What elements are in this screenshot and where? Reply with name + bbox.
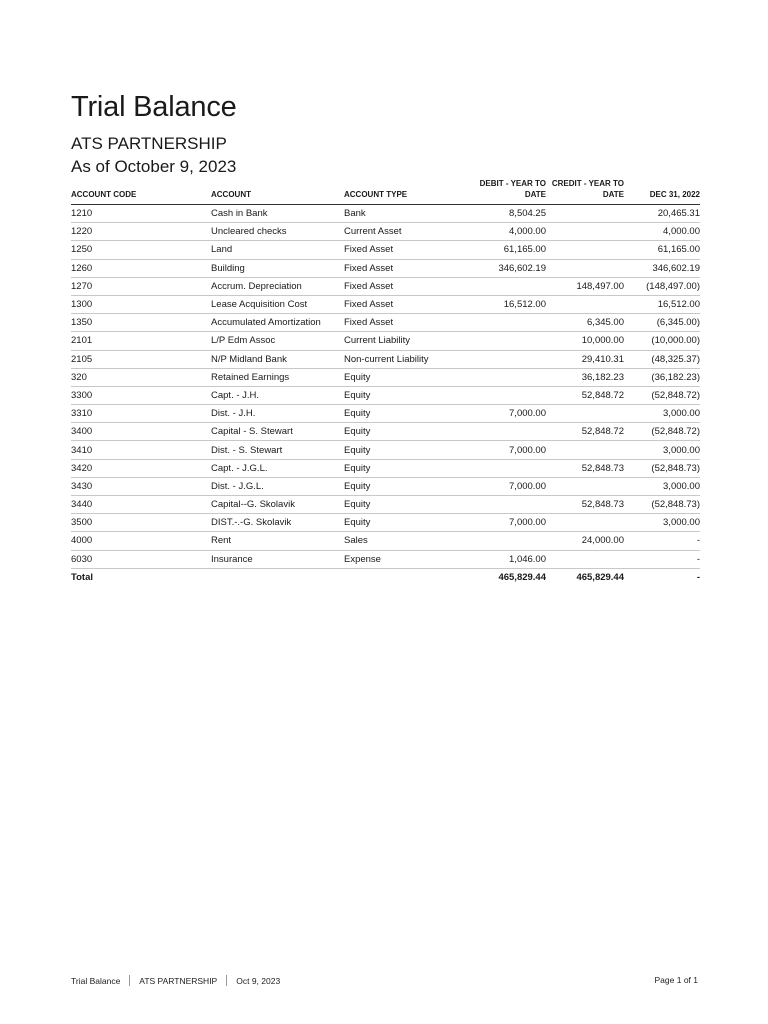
footer-date: Oct 9, 2023	[236, 975, 281, 986]
table-row	[71, 386, 700, 404]
cell-account: Uncleared checks	[211, 223, 344, 241]
cell-dec-2022: 16,512.00	[624, 295, 700, 313]
cell-account: Insurance	[211, 550, 344, 568]
cell-account-type: Fixed Asset	[344, 314, 474, 332]
cell-credit	[546, 259, 624, 277]
cell-dec-2022: -	[624, 550, 700, 568]
table-row	[71, 405, 700, 423]
cell-debit	[474, 314, 546, 332]
cell-account-code: 320	[71, 368, 211, 386]
cell-debit: 7,000.00	[474, 514, 546, 532]
cell-debit	[474, 350, 546, 368]
cell-account-code: 2101	[71, 332, 211, 350]
cell-dec-2022: (6,345.00)	[624, 314, 700, 332]
cell-account: Lease Acquisition Cost	[211, 295, 344, 313]
cell-account-type: Equity	[344, 368, 474, 386]
cell-account-code: 2105	[71, 350, 211, 368]
table-row	[71, 205, 700, 223]
cell-credit	[546, 550, 624, 568]
footer-report-name: Trial Balance	[71, 975, 121, 986]
cell-dec-2022: (52,848.73)	[624, 496, 700, 514]
cell-dec-2022: (148,497.00)	[624, 277, 700, 295]
header-account-type: ACCOUNT TYPE	[344, 178, 474, 205]
cell-account-type: Fixed Asset	[344, 277, 474, 295]
cell-dec-2022: 3,000.00	[624, 405, 700, 423]
cell-debit	[474, 386, 546, 404]
cell-account-type: Current Asset	[344, 223, 474, 241]
table-row	[71, 514, 700, 532]
cell-account-type: Expense	[344, 550, 474, 568]
cell-dec-2022: (52,848.72)	[624, 423, 700, 441]
cell-account: Dist. - J.G.L.	[211, 477, 344, 495]
cell-credit: 52,848.73	[546, 459, 624, 477]
cell-debit	[474, 532, 546, 550]
cell-account-type: Equity	[344, 514, 474, 532]
cell-credit	[546, 205, 624, 223]
cell-account-code: 6030	[71, 550, 211, 568]
cell-account-code: 3430	[71, 477, 211, 495]
cell-account: Land	[211, 241, 344, 259]
cell-dec-2022: (52,848.73)	[624, 459, 700, 477]
table-header-row	[71, 178, 700, 205]
cell-dec-2022: (52,848.72)	[624, 386, 700, 404]
table-row	[71, 496, 700, 514]
cell-account-code: 3410	[71, 441, 211, 459]
cell-account-type: Sales	[344, 532, 474, 550]
cell-account-type: Fixed Asset	[344, 259, 474, 277]
header-account-code: ACCOUNT CODE	[71, 178, 211, 205]
cell-dec-2022: 3,000.00	[624, 441, 700, 459]
cell-debit: 7,000.00	[474, 477, 546, 495]
table-row	[71, 423, 700, 441]
cell-credit	[546, 441, 624, 459]
table-row	[71, 295, 700, 313]
cell-debit: 7,000.00	[474, 441, 546, 459]
cell-account: Dist. - S. Stewart	[211, 441, 344, 459]
table-row	[71, 259, 700, 277]
header-account: ACCOUNT	[211, 178, 344, 205]
cell-account: Cash in Bank	[211, 205, 344, 223]
cell-account-code: 1210	[71, 205, 211, 223]
cell-account-type: Equity	[344, 441, 474, 459]
cell-account-code: 1350	[71, 314, 211, 332]
table-row	[71, 241, 700, 259]
cell-dec-2022: (36,182.23)	[624, 368, 700, 386]
trial-balance-table	[71, 178, 700, 586]
cell-account: Accumulated Amortization	[211, 314, 344, 332]
cell-debit	[474, 368, 546, 386]
cell-dec-2022: (10,000.00)	[624, 332, 700, 350]
header-credit: CREDIT - YEAR TO DATE	[546, 178, 624, 205]
cell-dec-2022: (48,325.37)	[624, 350, 700, 368]
cell-account-code: 1270	[71, 277, 211, 295]
table-row	[71, 441, 700, 459]
cell-account: L/P Edm Assoc	[211, 332, 344, 350]
cell-debit	[474, 332, 546, 350]
cell-account: Capt. - J.H.	[211, 386, 344, 404]
cell-account-code: 3400	[71, 423, 211, 441]
cell-account-code: 1220	[71, 223, 211, 241]
cell-account-type: Equity	[344, 477, 474, 495]
cell-debit: 8,504.25	[474, 205, 546, 223]
cell-debit: 7,000.00	[474, 405, 546, 423]
report-title: Trial Balance	[71, 91, 237, 123]
cell-account: Accrum. Depreciation	[211, 277, 344, 295]
cell-account-type: Equity	[344, 496, 474, 514]
header-debit: DEBIT - YEAR TO DATE	[474, 178, 546, 205]
cell-dec-2022: 4,000.00	[624, 223, 700, 241]
cell-account-code: 1300	[71, 295, 211, 313]
cell-account-code: 3310	[71, 405, 211, 423]
table-row	[71, 314, 700, 332]
cell-account-type: Current Liability	[344, 332, 474, 350]
cell-credit: 10,000.00	[546, 332, 624, 350]
cell-account: Dist. - J.H.	[211, 405, 344, 423]
cell-account: Capt. - J.G.L.	[211, 459, 344, 477]
cell-account: N/P Midland Bank	[211, 350, 344, 368]
cell-credit: 148,497.00	[546, 277, 624, 295]
cell-dec-2022: -	[624, 532, 700, 550]
cell-account-code: 1260	[71, 259, 211, 277]
cell-account-code: 4000	[71, 532, 211, 550]
cell-dec-2022: 346,602.19	[624, 259, 700, 277]
footer-company: ATS PARTNERSHIP	[139, 975, 218, 986]
cell-account-type: Bank	[344, 205, 474, 223]
total-row	[71, 568, 700, 586]
cell-dec-2022: 3,000.00	[624, 514, 700, 532]
cell-credit: 24,000.00	[546, 532, 624, 550]
cell-account-type: Fixed Asset	[344, 295, 474, 313]
table-body	[71, 205, 700, 586]
cell-debit: 4,000.00	[474, 223, 546, 241]
footer-divider	[129, 975, 130, 986]
cell-debit: 1,046.00	[474, 550, 546, 568]
cell-credit: 36,182.23	[546, 368, 624, 386]
cell-account-type: Equity	[344, 423, 474, 441]
cell-account-type: Fixed Asset	[344, 241, 474, 259]
cell-account: Capital - S. Stewart	[211, 423, 344, 441]
table-row	[71, 532, 700, 550]
cell-dec-2022: 20,465.31	[624, 205, 700, 223]
table-row	[71, 332, 700, 350]
table-row	[71, 459, 700, 477]
cell-account-type: Equity	[344, 405, 474, 423]
total-label: Total	[71, 571, 93, 583]
cell-account: Building	[211, 259, 344, 277]
total-dec-2022: -	[696, 571, 700, 583]
table-row	[71, 277, 700, 295]
cell-debit	[474, 423, 546, 441]
footer-page-number: Page 1 of 1	[654, 975, 698, 985]
cell-account-code: 3440	[71, 496, 211, 514]
cell-debit	[474, 496, 546, 514]
cell-credit	[546, 295, 624, 313]
total-empty	[211, 568, 344, 586]
table-row	[71, 368, 700, 386]
total-credit: 465,829.44	[576, 571, 624, 583]
table-row	[71, 477, 700, 495]
total-empty	[344, 568, 474, 586]
cell-dec-2022: 3,000.00	[624, 477, 700, 495]
header-dec-2022: DEC 31, 2022	[624, 178, 700, 205]
cell-account-type: Non-current Liability	[344, 350, 474, 368]
cell-account: Capital--G. Skolavik	[211, 496, 344, 514]
cell-account: Retained Earnings	[211, 368, 344, 386]
cell-credit	[546, 405, 624, 423]
cell-debit: 346,602.19	[474, 259, 546, 277]
cell-credit	[546, 514, 624, 532]
cell-credit	[546, 223, 624, 241]
cell-credit: 6,345.00	[546, 314, 624, 332]
total-debit: 465,829.44	[498, 571, 546, 583]
company-name: ATS PARTNERSHIP	[71, 134, 227, 153]
cell-account: Rent	[211, 532, 344, 550]
cell-account-code: 1250	[71, 241, 211, 259]
cell-account-code: 3420	[71, 459, 211, 477]
table-row	[71, 550, 700, 568]
cell-dec-2022: 61,165.00	[624, 241, 700, 259]
table-row	[71, 223, 700, 241]
cell-credit: 52,848.73	[546, 496, 624, 514]
cell-account-code: 3500	[71, 514, 211, 532]
cell-debit: 61,165.00	[474, 241, 546, 259]
cell-debit	[474, 277, 546, 295]
cell-debit	[474, 459, 546, 477]
cell-account-code: 3300	[71, 386, 211, 404]
footer-divider	[226, 975, 227, 986]
cell-credit: 29,410.31	[546, 350, 624, 368]
cell-account-type: Equity	[344, 386, 474, 404]
cell-credit: 52,848.72	[546, 386, 624, 404]
cell-credit: 52,848.72	[546, 423, 624, 441]
report-date: As of October 9, 2023	[71, 157, 237, 176]
cell-account: DIST.-.-G. Skolavik	[211, 514, 344, 532]
cell-credit	[546, 241, 624, 259]
table-row	[71, 350, 700, 368]
cell-account-type: Equity	[344, 459, 474, 477]
cell-debit: 16,512.00	[474, 295, 546, 313]
cell-credit	[546, 477, 624, 495]
